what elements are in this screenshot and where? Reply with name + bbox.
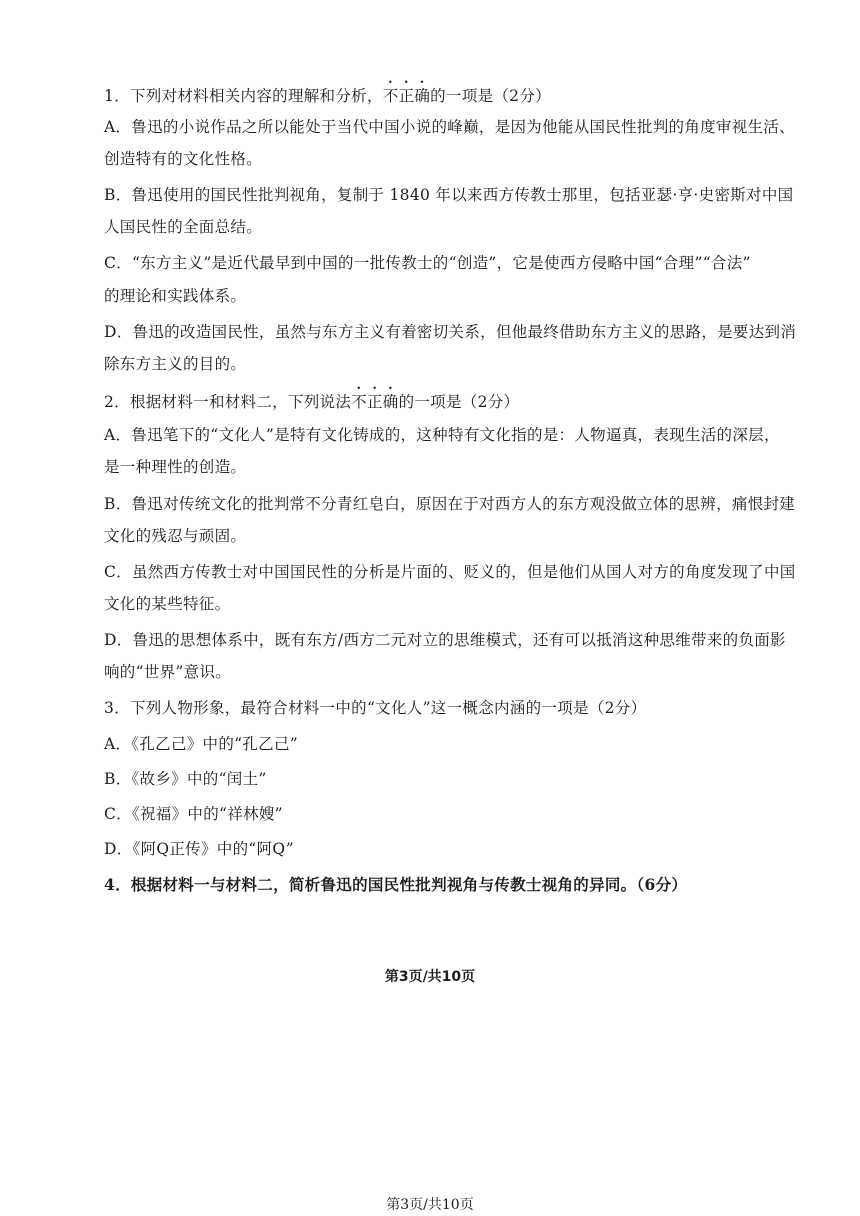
question-2-stem: 2．根据材料一和材料二，下列说法不正确的一项是（2分） [104,393,520,411]
question-2-option-a-line-2: 是一种理性的创造。 [104,458,247,476]
question-1-option-a-line-2: 创造特有的文化性格。 [104,150,263,168]
question-2-option-d-line-1: D．鲁迅的思想体系中，既有东方/西方二元对立的思维模式，还有可以抵消这种思维带来的负面影 [104,631,786,649]
page-number-scanned: 第3页/共10页 [384,969,476,985]
question-2-option-c-line-2: 文化的某些特征。 [104,595,231,613]
question-2-option-d-line-2: 响的“世界”意识。 [104,663,232,681]
question-2-option-a-line-1: A．鲁迅笔下的“文化人”是特有文化铸成的，这种特有文化指的是：人物逼真，表现生活的深层， [104,426,780,444]
question-1-option-d-line-2: 除东方主义的目的。 [104,355,247,373]
question-1-option-a-line-1: A．鲁迅的小说作品之所以能处于当代中国小说的峰巅，是因为他能从国民性批判的角度审视生活、 [104,118,795,136]
question-3-stem: 3．下列人物形象，最符合材料一中的“文化人”这一概念内涵的一项是（2分） [104,699,647,717]
question-3-option-b: B．《故乡》中的“闰土” [104,770,267,788]
question-1-option-c-line-1: C．“东方主义”是近代最早到中国的一批传教士的“创造”，它是使西方侵略中国“合理”“合法” [104,254,751,272]
question-2-option-b-line-2: 文化的残忍与顽固。 [104,527,247,545]
page-number-footer: 第3页/共10页 [386,1197,474,1213]
question-1-option-d-line-1: D．鲁迅的改造国民性，虽然与东方主义有着密切关系，但他最终借助东方主义的思路，是要达到消 [104,323,797,341]
question-3-option-a: A．《孔乙己》中的“孔乙己” [104,735,298,753]
question-2-option-c-line-1: C．虽然西方传教士对中国国民性的分析是片面的、贬义的，但是他们从国人对方的角度发现了中国 [104,563,796,581]
question-1-option-c-line-2: 的理论和实践体系。 [104,287,247,305]
question-2-option-b-line-1: B．鲁迅对传统文化的批判常不分青红皂白，原因在于对西方人的东方观没做立体的思辨，痛恨封建 [104,495,796,513]
question-3-option-c: C．《祝福》中的“祥林嫂” [104,805,283,823]
question-1-option-b-line-1: B．鲁迅使用的国民性批判视角，复制于 1840 年以来西方传教士那里，包括亚瑟·亨·史密斯对中国 [104,186,794,204]
question-4-stem: 4．根据材料一与材料二，简析鲁迅的国民性批判视角与传教士视角的异同。（6分） [104,875,688,894]
question-1-option-b-line-2: 人国民性的全面总结。 [104,218,263,236]
question-1-stem: 1．下列对材料相关内容的理解和分析，不正确的一项是（2分） [104,87,551,105]
question-3-option-d: D．《阿Q正传》中的“阿Q” [104,840,294,858]
